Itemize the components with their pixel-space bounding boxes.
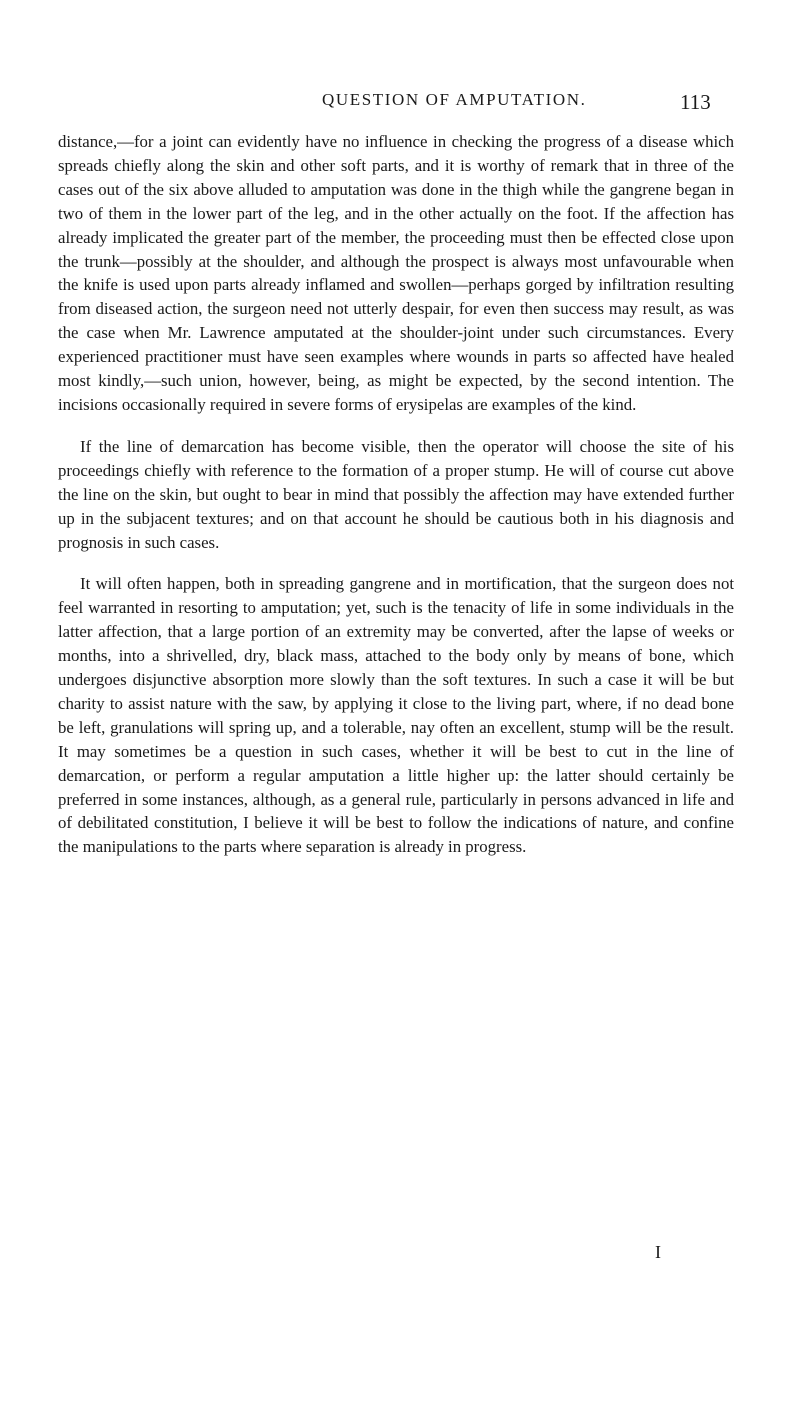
page-number: 113	[680, 90, 711, 114]
paragraph-continuation: distance,—for a joint can evidently have no influence in checking the progress of a disease which spreads chiefly along the skin and other soft parts, and it is worthy of remark that in three of the cases out of the six above alluded to amputation was done in the thigh while the gangrene began in two of them in the lower part of the leg, and in the other actually on the foot. If the affection has already implicated the greater part of the member, the proceeding must then be effected close upon the trunk—possibly at the shoulder, and although the prospect is always most unfavourable when the knife is used upon parts already inflamed and swollen—perhaps gorged by infiltration resulting from diseased action, the surgeon need not utterly despair, for even then success may result, as was the case when Mr. Lawrence amputated at the shoulder-joint under such circumstances. Every experienced practitioner must have seen examples where wounds in parts so affected have healed most kindly,—such union, however, being, as might be expected, by the second intention. The incisions occasionally required in severe forms of erysipelas are examples of the kind.	[58, 132, 734, 414]
body-text	[58, 130, 734, 859]
running-title: QUESTION OF AMPUTATION.	[322, 90, 587, 109]
paragraph-demarcation: If the line of demarcation has become visible, then the operator will choose the site of his proceedings chiefly with reference to the formation of a proper stump. He will of course cut above the line on the skin, but ought to bear in mind that possibly the affection may have extended further up in the subjacent textures; and on that account he should be cautious both in his diagnosis and prognosis in such cases.	[58, 436, 734, 552]
signature-mark: I	[655, 1242, 661, 1262]
paragraph-mortification: It will often happen, both in spreading gangrene and in mortification, that the surgeon does not feel warranted in resorting to amputation; yet, such is the tenacity of life in some individuals in the latter affection, that a large portion of an extremity may be converted, after the lapse of weeks or months, into a shrivelled, dry, black mass, attached to the body only by means of bone, which undergoes disjunctive absorption more slowly than the soft textures. In such a case it will be but charity to assist nature with the saw, by applying it close to the living part, where, if no dead bone be left, granulations will spring up, and a tolerable, nay often an excellent, stump will be the result. It may sometimes be a question in such cases, whether it will be best to cut in the line of demarcation, or perform a regular amputation a little higher up: the latter should certainly be preferred in some instances, although, as a general rule, particularly in persons advanced in life and of debilitated constitution, I believe it will be best to follow the indications of nature, and confine the manipulations to the parts where separation is already in progress.	[58, 574, 734, 857]
